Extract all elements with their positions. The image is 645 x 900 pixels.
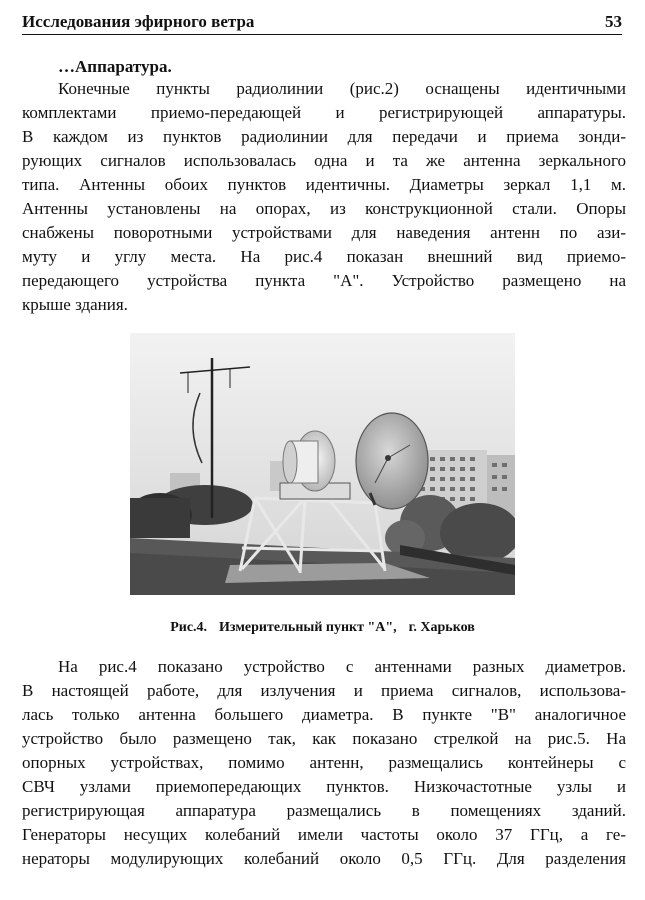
paragraph-antennas — [22, 655, 626, 871]
page-number: 53 — [605, 12, 622, 31]
text-line: В настоящей работе, для излучения и приема сигналов, использова- — [22, 681, 626, 700]
figure-caption — [0, 620, 645, 636]
caption-label: Рис.4. — [170, 620, 208, 635]
text-line: снабжены поворотными устройствами для наведения антенн по ази- — [22, 223, 626, 242]
text-line: Антенны установлены на опорах, из конструкционной стали. Опоры — [22, 199, 626, 218]
text-line: рующих сигналов использовалась одна и та же антенна зеркального — [22, 151, 626, 170]
text-line: В каждом из пунктов радиолинии для передачи и приема зонди- — [22, 127, 626, 146]
text-line: На рис.4 показано устройство с антеннами разных диаметров. — [58, 657, 626, 676]
text-line: муту и углу места. На рис.4 показан внешний вид приемо- — [22, 247, 626, 266]
running-header — [22, 10, 622, 35]
text-line: комплектами приемо-передающей и регистрирующей аппаратуры. — [22, 103, 626, 122]
text-line: лась только антенна большего диаметра. В пункте "В" аналогичное — [22, 705, 626, 724]
running-title: Исследования эфирного ветра — [22, 12, 255, 31]
figure-photo — [130, 333, 515, 595]
text-line: передающего устройства пункта "А". Устройство размещено на — [22, 271, 626, 290]
text-line: устройство было размещено так, как показано стрелкой на рис.5. На — [22, 729, 626, 748]
text-line: опорных устройствах, помимо антенн, размещались контейнеры с — [22, 753, 626, 772]
text-line: Конечные пункты радиолинии (рис.2) оснащены идентичными — [58, 79, 626, 98]
text-line: крыше здания. — [22, 295, 128, 314]
text-line: Генераторы несущих колебаний имели частоты около 37 ГГц, а ге- — [22, 825, 626, 844]
text-line: регистрирующая аппаратура размещались в помещениях зданий. — [22, 801, 626, 820]
caption-place: г. Харьков — [408, 620, 475, 635]
paragraph-equipment — [22, 77, 626, 317]
text-line: нераторы модулирующих колебаний около 0,5 ГГц. Для разделения — [22, 849, 626, 868]
section-heading: …Аппаратура. — [58, 57, 172, 76]
text-line: типа. Антенны обоих пунктов идентичны. Диаметры зеркал 1,1 м. — [22, 175, 626, 194]
text-line: СВЧ узлами приемопередающих пунктов. Низкочастотные узлы и — [22, 777, 626, 796]
caption-text: Измерительный пункт "А", — [219, 620, 397, 635]
